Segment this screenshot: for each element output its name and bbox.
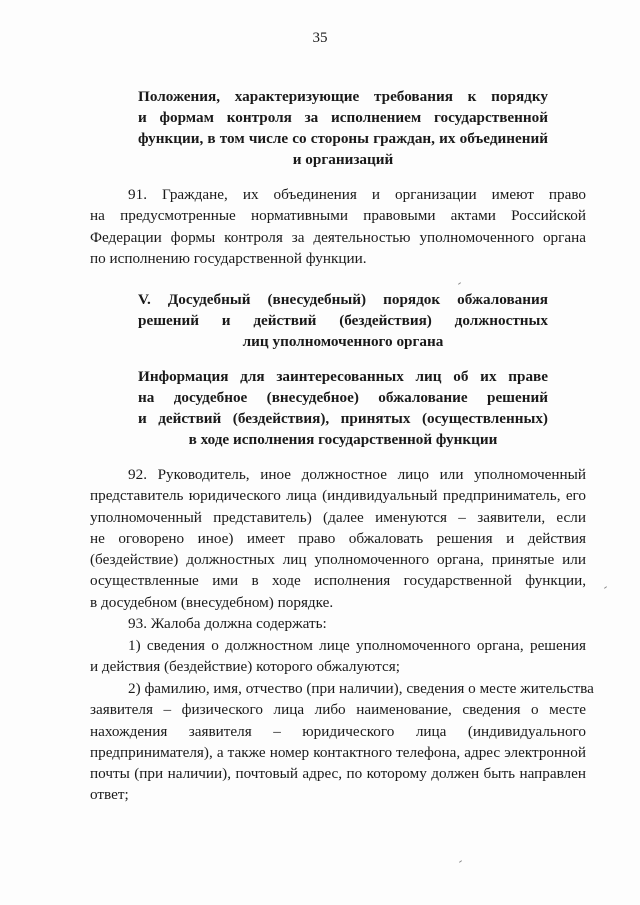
- paragraph-line: Федерации формы контроля за деятельностью уполномоченного органа: [90, 228, 586, 246]
- paragraph-line: предпринимателя), а также номер контактного телефона, адрес электронной: [90, 743, 586, 761]
- paragraph-line: уполномоченный представитель) (далее именуются – заявители, если: [90, 508, 586, 526]
- paragraph-line: ответ;: [90, 786, 129, 804]
- heading-line: функции, в том числе со стороны граждан, их объединений: [138, 130, 548, 147]
- paragraph-line: не оговорено иное) имеет право обжаловать решения и действия: [90, 529, 586, 547]
- section-heading-control-requirements: [138, 86, 548, 170]
- paragraph-line: заявителя – физического лица либо наименование, сведения о месте: [90, 701, 586, 719]
- paragraph-line: 92. Руководитель, иное должностное лицо или уполномоченный: [128, 466, 586, 483]
- heading-line: лиц уполномоченного органа: [242, 333, 444, 350]
- paragraph-line: в досудебном (внесудебном) порядке.: [90, 593, 334, 611]
- section-heading-appeal-rights-info: [138, 366, 548, 450]
- heading-line: Положения, характеризующие требования к порядку: [138, 88, 548, 105]
- complaint-item-2: [90, 678, 594, 806]
- page-number: 35: [312, 30, 328, 46]
- paragraph-line: (бездействие) должностных лиц уполномоченного органа, принятые или: [90, 551, 586, 569]
- paragraph-line: почты (при наличии), почтовый адрес, по которому должен быть направлен: [90, 765, 586, 783]
- paragraph-92: [90, 464, 586, 613]
- heading-line: и формам контроля за исполнением государственной: [138, 109, 548, 126]
- heading-line: V. Досудебный (внесудебный) порядок обжалования: [138, 291, 548, 308]
- paragraph-line: 2) фамилию, имя, отчество (при наличии), сведения о месте жительства: [128, 680, 594, 697]
- heading-line: решений и действий (бездействия) должностных: [138, 312, 548, 329]
- heading-line: Информация для заинтересованных лиц об их праве: [138, 368, 548, 385]
- scan-speck: [458, 282, 461, 285]
- paragraph-line: нахождения заявителя – юридического лица (индивидуального: [90, 722, 586, 740]
- paragraph-line: представитель юридического лица (индивидуальный предприниматель, его: [90, 487, 586, 505]
- complaint-item-1: [90, 635, 586, 678]
- paragraph-line: по исполнению государственной функции.: [90, 249, 367, 267]
- heading-line: на досудебное (внесудебное) обжалование решений: [138, 389, 548, 406]
- scan-speck: [459, 860, 462, 863]
- scan-speck: [604, 586, 607, 589]
- heading-line: и организаций: [292, 151, 394, 168]
- paragraph-line: на предусмотренные нормативными правовыми актами Российской: [90, 207, 586, 225]
- paragraph-91: [90, 184, 586, 269]
- paragraph-line: 91. Граждане, их объединения и организации имеют право: [128, 186, 586, 203]
- section-heading-appeal-procedure: [138, 289, 548, 352]
- heading-line: и действий (бездействия), принятых (осуществленных): [138, 410, 548, 427]
- paragraph-line: и действия (бездействие) которого обжалуются;: [90, 658, 400, 676]
- paragraph-line: осуществленные ими в ходе исполнения государственной функции,: [90, 572, 586, 590]
- paragraph-line: 93. Жалоба должна содержать:: [128, 615, 327, 632]
- paragraph-line: 1) сведения о должностном лице уполномоченного органа, решения: [128, 637, 586, 654]
- paragraph-93: [90, 613, 586, 634]
- heading-line: в ходе исполнения государственной функции: [188, 431, 498, 448]
